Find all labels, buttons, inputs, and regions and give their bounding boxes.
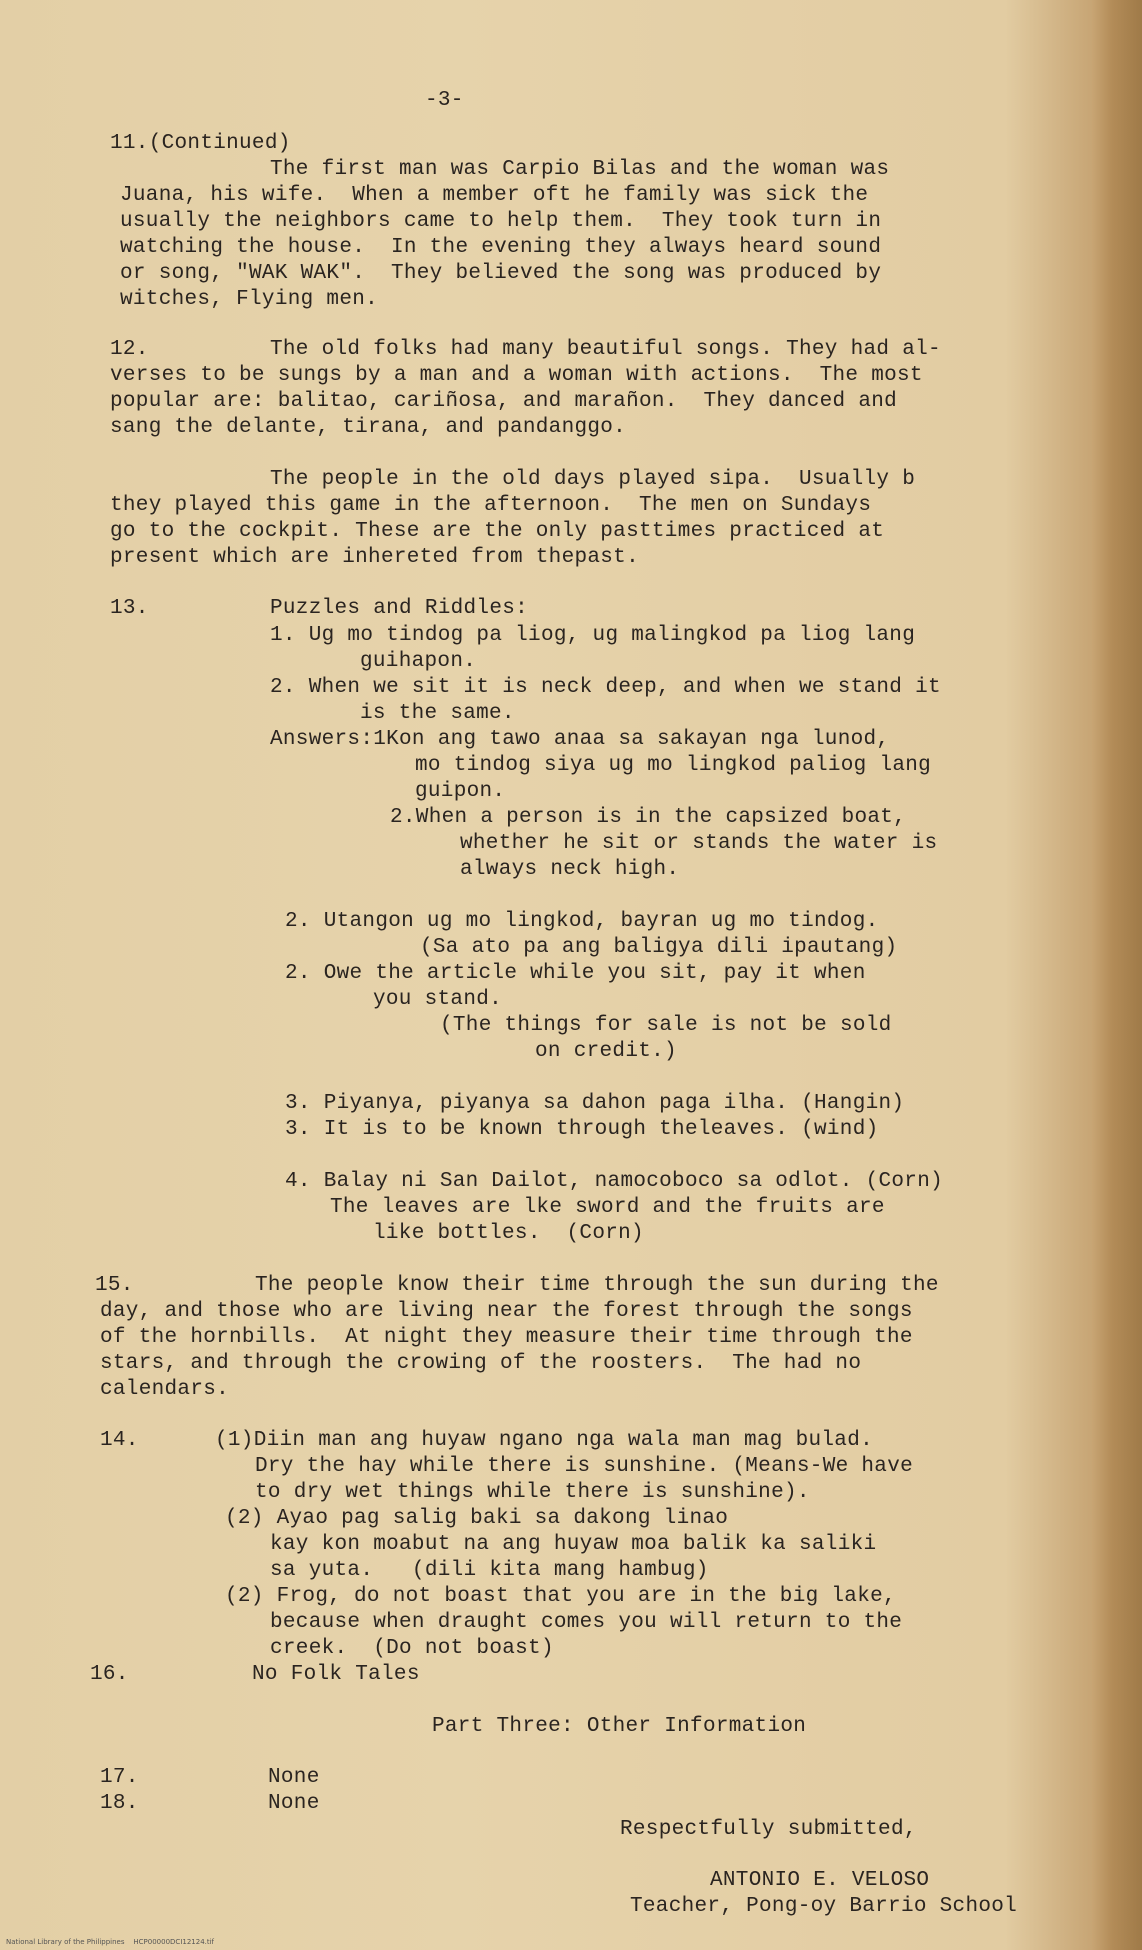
text-line: you stand. (373, 988, 503, 1011)
text-line: 4. Balay ni San Dailot, namocoboco sa odlot. (Corn) (285, 1170, 944, 1193)
text-line: Puzzles and Riddles: (270, 597, 529, 620)
text-line: 16. (90, 1663, 129, 1686)
text-line: 2.When a person is in the capsized boat, (390, 806, 907, 829)
text-line: Respectfully submitted, (620, 1818, 917, 1841)
scan-footer: National Library of the Philippines HCP00000DCI12124.tif (6, 1938, 215, 1946)
text-line: they played this game in the afternoon. The men on Sundays (110, 494, 872, 517)
text-line: 2. Utangon ug mo lingkod, bayran ug mo tindog. (285, 910, 879, 933)
text-line: 18. (100, 1792, 139, 1815)
text-line: popular are: balitao, cariñosa, and marañon. They danced and (110, 390, 898, 413)
text-line: Part Three: Other Information (432, 1715, 807, 1738)
text-line: No Folk Tales (252, 1663, 420, 1686)
text-line: 3. Piyanya, piyanya sa dahon paga ilha. (Hangin) (285, 1092, 905, 1115)
text-line: like bottles. (Corn) (373, 1222, 644, 1245)
text-line: The leaves are lke sword and the fruits are (330, 1196, 885, 1219)
text-line: witches, Flying men. (120, 288, 379, 311)
text-line: of the hornbills. At night they measure their time through the (100, 1326, 913, 1349)
text-line: or song, "WAK WAK". They believed the song was produced by (120, 262, 882, 285)
text-line: None (268, 1766, 320, 1789)
text-line: 14. (100, 1429, 139, 1452)
text-line: The first man was Carpio Bilas and the woman was (270, 158, 890, 181)
text-line: is the same. (360, 702, 515, 725)
text-line: Dry the hay while there is sunshine. (Means-We have (255, 1455, 914, 1478)
text-line: creek. (Do not boast) (270, 1637, 554, 1660)
text-line: stars, and through the crowing of the roosters. The had no (100, 1352, 862, 1375)
text-line: 11.(Continued) (110, 132, 291, 155)
book-spine (1092, 0, 1142, 1950)
text-line: 2. Owe the article while you sit, pay it when (285, 962, 866, 985)
text-line: whether he sit or stands the water is (460, 832, 938, 855)
text-line: None (268, 1792, 320, 1815)
text-line: go to the cockpit. These are the only pasttimes practiced at (110, 520, 885, 543)
page-number: -3- (425, 89, 464, 112)
text-line: Teacher, Pong-oy Barrio School (630, 1895, 1018, 1918)
text-line: watching the house. In the evening they always heard sound (120, 236, 882, 259)
text-line: The people in the old days played sipa. Usually b (270, 468, 916, 491)
text-line: 17. (100, 1766, 139, 1789)
text-line: Answers:1Kon ang tawo anaa sa sakayan nga lunod, (270, 728, 890, 751)
text-line: 1. Ug mo tindog pa liog, ug malingkod pa liog lang (270, 624, 916, 647)
text-line: (2) Ayao pag salig baki sa dakong linao (225, 1507, 729, 1530)
text-line: 2. When we sit it is neck deep, and when we stand it (270, 676, 941, 699)
text-line: sang the delante, tirana, and pandanggo. (110, 416, 627, 439)
text-line: on credit.) (535, 1040, 677, 1063)
text-line: to dry wet things while there is sunshine). (255, 1481, 810, 1504)
text-line: verses to be sungs by a man and a woman with actions. The most (110, 364, 923, 387)
text-line: (1)Diin man ang huyaw ngano nga wala man mag bulad. (215, 1429, 874, 1452)
text-line: guipon. (415, 780, 506, 803)
text-line: 12. (110, 338, 149, 361)
text-line: kay kon moabut na ang huyaw moa balik ka saliki (270, 1533, 877, 1556)
text-line: always neck high. (460, 858, 680, 881)
text-line: 3. It is to be known through theleaves. (wind) (285, 1118, 879, 1141)
text-line: 13. (110, 597, 149, 620)
text-line: (Sa ato pa ang baligya dili ipautang) (420, 936, 898, 959)
text-line: guihapon. (360, 650, 477, 673)
text-line: The people know their time through the sun during the (255, 1274, 939, 1297)
text-line: mo tindog siya ug mo lingkod paliog lang (415, 754, 932, 777)
text-line: The old folks had many beautiful songs. They had al- (270, 338, 941, 361)
text-line: Juana, his wife. When a member oft he family was sick the (120, 184, 869, 207)
text-line: calendars. (100, 1378, 230, 1401)
text-line: 15. (95, 1274, 134, 1297)
text-line: present which are inhereted from thepast. (110, 546, 639, 569)
text-line: (The things for sale is not be sold (440, 1014, 892, 1037)
text-line: (2) Frog, do not boast that you are in the big lake, (225, 1585, 896, 1608)
text-line: ANTONIO E. VELOSO (710, 1869, 930, 1892)
text-line: day, and those who are living near the forest through the songs (100, 1300, 913, 1323)
text-line: usually the neighbors came to help them. They took turn in (120, 210, 882, 233)
text-line: because when draught comes you will return to the (270, 1611, 903, 1634)
text-line: sa yuta. (dili kita mang hambug) (270, 1559, 709, 1582)
